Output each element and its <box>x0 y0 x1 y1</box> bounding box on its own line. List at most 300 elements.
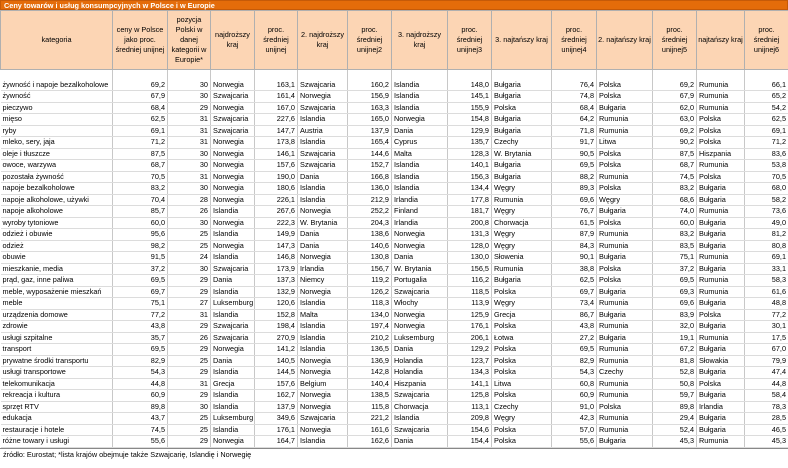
value-cell[interactable]: 30 <box>168 148 211 160</box>
value-cell[interactable]: 30 <box>168 263 211 275</box>
value-cell[interactable]: 156,9 <box>348 91 392 103</box>
value-cell[interactable]: 26 <box>168 332 211 344</box>
country-cell[interactable]: Norwegia <box>211 194 255 206</box>
category-cell[interactable]: usługi szpitalne <box>1 332 113 344</box>
country-cell[interactable]: Bułgaria <box>597 102 653 114</box>
value-cell[interactable]: 83,2 <box>653 229 697 241</box>
country-cell[interactable]: Rumunia <box>597 125 653 137</box>
value-cell[interactable]: 37,2 <box>653 263 697 275</box>
value-cell[interactable]: 222,3 <box>255 217 298 229</box>
value-cell[interactable]: 86,7 <box>552 309 597 321</box>
value-cell[interactable]: 48,8 <box>745 298 788 310</box>
value-cell[interactable]: 75,1 <box>113 298 168 310</box>
value-cell[interactable]: 140,1 <box>448 160 492 172</box>
value-cell[interactable]: 73,4 <box>552 298 597 310</box>
column-header[interactable]: proc. średniej unijnej2 <box>348 11 392 70</box>
country-cell[interactable]: Islandia <box>211 309 255 321</box>
value-cell[interactable]: 60,9 <box>113 390 168 402</box>
value-cell[interactable]: 37,2 <box>113 263 168 275</box>
country-cell[interactable]: Islandia <box>298 298 348 310</box>
value-cell[interactable]: 141,2 <box>255 344 298 356</box>
country-cell[interactable]: Islandia <box>298 344 348 356</box>
value-cell[interactable]: 58,3 <box>745 275 788 287</box>
country-cell[interactable]: Norwegia <box>211 70 255 91</box>
value-cell[interactable]: 134,4 <box>448 183 492 195</box>
value-cell[interactable]: 31 <box>168 378 211 390</box>
country-cell[interactable]: Finland <box>392 206 448 218</box>
category-cell[interactable]: oleje i tłuszcze <box>1 148 113 160</box>
value-cell[interactable]: 154,8 <box>448 114 492 126</box>
value-cell[interactable]: 155,9 <box>448 102 492 114</box>
country-cell[interactable]: Norwegia <box>211 102 255 114</box>
value-cell[interactable]: 138,6 <box>348 229 392 241</box>
country-cell[interactable]: Bułgaria <box>697 298 745 310</box>
country-cell[interactable]: Polska <box>597 263 653 275</box>
country-cell[interactable]: Islandia <box>298 321 348 333</box>
value-cell[interactable]: 70,4 <box>113 194 168 206</box>
country-cell[interactable]: Polska <box>597 148 653 160</box>
country-cell[interactable]: Polska <box>697 125 745 137</box>
value-cell[interactable]: 145,1 <box>448 91 492 103</box>
value-cell[interactable]: 60,9 <box>552 390 597 402</box>
value-cell[interactable]: 157,6 <box>255 160 298 172</box>
value-cell[interactable]: 29 <box>168 102 211 114</box>
value-cell[interactable]: 29 <box>168 344 211 356</box>
category-cell[interactable]: usługi transportowe <box>1 367 113 379</box>
country-cell[interactable]: Bułgaria <box>492 91 552 103</box>
country-cell[interactable]: Szwajcaria <box>211 91 255 103</box>
value-cell[interactable]: 17,5 <box>745 332 788 344</box>
value-cell[interactable]: 87,5 <box>653 148 697 160</box>
value-cell[interactable]: 68,7 <box>653 160 697 172</box>
value-cell[interactable]: 221,2 <box>348 413 392 425</box>
value-cell[interactable]: 128,0 <box>448 240 492 252</box>
value-cell[interactable]: 54,2 <box>745 102 788 114</box>
value-cell[interactable]: 113,9 <box>448 298 492 310</box>
country-cell[interactable]: Polska <box>597 70 653 91</box>
category-cell[interactable]: napoje bezalkoholowe <box>1 183 113 195</box>
value-cell[interactable]: 70,5 <box>745 171 788 183</box>
value-cell[interactable]: 45,3 <box>653 436 697 448</box>
country-cell[interactable]: Rumunia <box>597 321 653 333</box>
value-cell[interactable]: 59,7 <box>653 390 697 402</box>
value-cell[interactable]: 30 <box>168 183 211 195</box>
category-cell[interactable]: restauracje i hotele <box>1 424 113 436</box>
value-cell[interactable]: 55,6 <box>113 436 168 448</box>
value-cell[interactable]: 90,5 <box>552 148 597 160</box>
category-cell[interactable]: żywność <box>1 91 113 103</box>
value-cell[interactable]: 154,4 <box>448 436 492 448</box>
value-cell[interactable]: 62,0 <box>653 102 697 114</box>
value-cell[interactable]: 119,2 <box>348 275 392 287</box>
value-cell[interactable]: 148,0 <box>448 70 492 91</box>
country-cell[interactable]: Węgry <box>492 298 552 310</box>
category-cell[interactable]: rekreacja i kultura <box>1 390 113 402</box>
country-cell[interactable]: Węgry <box>492 229 552 241</box>
country-cell[interactable]: Irlandia <box>392 217 448 229</box>
value-cell[interactable]: 79,9 <box>745 355 788 367</box>
country-cell[interactable]: Islandia <box>211 229 255 241</box>
country-cell[interactable]: Rumunia <box>597 171 653 183</box>
country-cell[interactable]: Islandia <box>211 401 255 413</box>
country-cell[interactable]: Polska <box>697 114 745 126</box>
value-cell[interactable]: 120,6 <box>255 298 298 310</box>
value-cell[interactable]: 116,2 <box>448 275 492 287</box>
country-cell[interactable]: Szwajcaria <box>298 160 348 172</box>
value-cell[interactable]: 71,2 <box>745 137 788 149</box>
country-cell[interactable]: Islandia <box>392 102 448 114</box>
value-cell[interactable]: 162,6 <box>348 436 392 448</box>
country-cell[interactable]: Norwegia <box>392 114 448 126</box>
value-cell[interactable]: 69,5 <box>552 160 597 172</box>
value-cell[interactable]: 31 <box>168 309 211 321</box>
value-cell[interactable]: 69,5 <box>113 344 168 356</box>
value-cell[interactable]: 118,3 <box>348 298 392 310</box>
value-cell[interactable]: 69,1 <box>745 125 788 137</box>
value-cell[interactable]: 29 <box>168 367 211 379</box>
value-cell[interactable]: 212,9 <box>348 194 392 206</box>
value-cell[interactable]: 89,3 <box>552 183 597 195</box>
value-cell[interactable]: 30,1 <box>745 321 788 333</box>
column-header[interactable]: najdroższy kraj <box>211 11 255 70</box>
column-header[interactable]: pozycja Polski w danej kategorii w Europie* <box>168 11 211 70</box>
value-cell[interactable]: 68,7 <box>113 160 168 172</box>
value-cell[interactable]: 30 <box>168 401 211 413</box>
country-cell[interactable]: Islandia <box>298 332 348 344</box>
country-cell[interactable]: Węgry <box>597 194 653 206</box>
category-cell[interactable]: urządzenia domowe <box>1 309 113 321</box>
country-cell[interactable]: W. Brytania <box>392 263 448 275</box>
country-cell[interactable]: Szwajcaria <box>211 125 255 137</box>
value-cell[interactable]: 176,1 <box>255 424 298 436</box>
value-cell[interactable]: 27 <box>168 298 211 310</box>
country-cell[interactable]: Polska <box>597 217 653 229</box>
country-cell[interactable]: Słowakia <box>697 355 745 367</box>
column-header[interactable]: proc. średniej unijnej <box>255 11 298 70</box>
country-cell[interactable]: Malta <box>298 309 348 321</box>
country-cell[interactable]: Bułgaria <box>697 194 745 206</box>
country-cell[interactable]: Grecja <box>492 309 552 321</box>
country-cell[interactable]: Norwegia <box>298 355 348 367</box>
country-cell[interactable]: Rumunia <box>597 413 653 425</box>
country-cell[interactable]: Bułgaria <box>697 229 745 241</box>
value-cell[interactable]: 197,4 <box>348 321 392 333</box>
value-cell[interactable]: 80,8 <box>745 240 788 252</box>
value-cell[interactable]: 35,7 <box>113 332 168 344</box>
value-cell[interactable]: 210,2 <box>348 332 392 344</box>
category-cell[interactable]: ryby <box>1 125 113 137</box>
country-cell[interactable]: Rumunia <box>597 344 653 356</box>
country-cell[interactable]: Islandia <box>392 91 448 103</box>
value-cell[interactable]: 204,3 <box>348 217 392 229</box>
country-cell[interactable]: Hiszpania <box>697 148 745 160</box>
country-cell[interactable]: Bułgaria <box>492 70 552 91</box>
value-cell[interactable]: 176,1 <box>448 321 492 333</box>
country-cell[interactable]: Szwajcaria <box>392 286 448 298</box>
country-cell[interactable]: Szwajcaria <box>298 70 348 91</box>
value-cell[interactable]: 54,3 <box>113 367 168 379</box>
value-cell[interactable]: 31 <box>168 137 211 149</box>
country-cell[interactable]: Dania <box>211 355 255 367</box>
value-cell[interactable]: 198,4 <box>255 321 298 333</box>
value-cell[interactable]: 69,7 <box>113 286 168 298</box>
country-cell[interactable]: Szwajcaria <box>298 102 348 114</box>
value-cell[interactable]: 87,9 <box>552 229 597 241</box>
value-cell[interactable]: 129,9 <box>448 125 492 137</box>
value-cell[interactable]: 67,0 <box>745 344 788 356</box>
value-cell[interactable]: 78,3 <box>745 401 788 413</box>
value-cell[interactable]: 29 <box>168 275 211 287</box>
country-cell[interactable]: Polska <box>492 321 552 333</box>
value-cell[interactable]: 28,5 <box>745 413 788 425</box>
country-cell[interactable]: Austria <box>298 125 348 137</box>
value-cell[interactable]: 209,8 <box>448 413 492 425</box>
value-cell[interactable]: 69,6 <box>552 194 597 206</box>
value-cell[interactable]: 226,1 <box>255 194 298 206</box>
country-cell[interactable]: Islandia <box>298 137 348 149</box>
value-cell[interactable]: 31 <box>168 125 211 137</box>
value-cell[interactable]: 61,6 <box>745 286 788 298</box>
value-cell[interactable]: 163,3 <box>348 102 392 114</box>
country-cell[interactable]: Rumunia <box>697 252 745 264</box>
value-cell[interactable]: 43,7 <box>113 413 168 425</box>
country-cell[interactable]: Bułgaria <box>492 114 552 126</box>
country-cell[interactable]: Szwajcaria <box>298 148 348 160</box>
country-cell[interactable]: Norwegia <box>211 183 255 195</box>
value-cell[interactable]: 206,1 <box>448 332 492 344</box>
value-cell[interactable]: 38,8 <box>552 263 597 275</box>
value-cell[interactable]: 43,8 <box>552 321 597 333</box>
country-cell[interactable]: Dania <box>298 240 348 252</box>
country-cell[interactable]: Polska <box>597 91 653 103</box>
country-cell[interactable]: Dania <box>298 229 348 241</box>
value-cell[interactable]: 26 <box>168 206 211 218</box>
value-cell[interactable]: 140,6 <box>348 240 392 252</box>
value-cell[interactable]: 53,8 <box>745 160 788 172</box>
country-cell[interactable]: Polska <box>492 390 552 402</box>
value-cell[interactable]: 31 <box>168 171 211 183</box>
country-cell[interactable]: Bułgaria <box>597 309 653 321</box>
value-cell[interactable]: 49,0 <box>745 217 788 229</box>
country-cell[interactable]: Luksemburg <box>211 413 255 425</box>
value-cell[interactable]: 82,9 <box>113 355 168 367</box>
country-cell[interactable]: Luksemburg <box>211 298 255 310</box>
category-cell[interactable]: żywność i napoje bezalkoholowe <box>1 70 113 91</box>
country-cell[interactable]: Bułgaria <box>697 183 745 195</box>
country-cell[interactable]: Rumunia <box>597 298 653 310</box>
country-cell[interactable]: W. Brytania <box>298 217 348 229</box>
value-cell[interactable]: 83,5 <box>653 240 697 252</box>
value-cell[interactable]: 90,1 <box>552 252 597 264</box>
country-cell[interactable]: Norwegia <box>298 252 348 264</box>
country-cell[interactable]: Dania <box>211 275 255 287</box>
value-cell[interactable]: 98,2 <box>113 240 168 252</box>
value-cell[interactable]: 57,0 <box>552 424 597 436</box>
country-cell[interactable]: Norwegia <box>211 171 255 183</box>
country-cell[interactable]: Chorwacja <box>492 217 552 229</box>
country-cell[interactable]: Rumunia <box>597 390 653 402</box>
category-cell[interactable]: owoce, warzywa <box>1 160 113 172</box>
value-cell[interactable]: 27,2 <box>552 332 597 344</box>
country-cell[interactable]: Irlandia <box>298 263 348 275</box>
country-cell[interactable]: Hiszpania <box>392 378 448 390</box>
value-cell[interactable]: 118,5 <box>448 286 492 298</box>
value-cell[interactable]: 52,8 <box>653 367 697 379</box>
value-cell[interactable]: 154,6 <box>448 424 492 436</box>
category-cell[interactable]: odzież i obuwie <box>1 229 113 241</box>
country-cell[interactable]: Bułgaria <box>697 263 745 275</box>
country-cell[interactable]: Bułgaria <box>697 344 745 356</box>
value-cell[interactable]: 134,0 <box>348 309 392 321</box>
value-cell[interactable]: 70,5 <box>113 171 168 183</box>
value-cell[interactable]: 68,6 <box>653 194 697 206</box>
value-cell[interactable]: 160,2 <box>348 70 392 91</box>
value-cell[interactable]: 60,0 <box>113 217 168 229</box>
country-cell[interactable]: Łotwa <box>492 332 552 344</box>
column-header[interactable]: proc. średniej unijnej5 <box>653 11 697 70</box>
value-cell[interactable]: 25 <box>168 355 211 367</box>
value-cell[interactable]: 91,5 <box>113 252 168 264</box>
country-cell[interactable]: Irlandia <box>697 401 745 413</box>
value-cell[interactable]: 125,9 <box>448 309 492 321</box>
value-cell[interactable]: 156,5 <box>448 263 492 275</box>
country-cell[interactable]: Polska <box>697 137 745 149</box>
category-cell[interactable]: sprzęt RTV <box>1 401 113 413</box>
column-header[interactable]: najtańszy kraj <box>697 11 745 70</box>
country-cell[interactable]: Norwegia <box>298 286 348 298</box>
value-cell[interactable]: 144,5 <box>255 367 298 379</box>
country-cell[interactable]: Dania <box>392 344 448 356</box>
value-cell[interactable]: 30 <box>168 70 211 91</box>
country-cell[interactable]: Polska <box>492 367 552 379</box>
country-cell[interactable]: Grecja <box>211 378 255 390</box>
value-cell[interactable]: 30 <box>168 160 211 172</box>
value-cell[interactable]: 132,9 <box>255 286 298 298</box>
value-cell[interactable]: 88,2 <box>552 171 597 183</box>
country-cell[interactable]: Rumunia <box>697 70 745 91</box>
column-header[interactable]: 2. najdroższy kraj <box>298 11 348 70</box>
category-cell[interactable]: różne towary i usługi <box>1 436 113 448</box>
country-cell[interactable]: Irlandia <box>392 194 448 206</box>
country-cell[interactable]: Norwegia <box>392 229 448 241</box>
country-cell[interactable]: Bułgaria <box>597 436 653 448</box>
value-cell[interactable]: 141,1 <box>448 378 492 390</box>
value-cell[interactable]: 29 <box>168 321 211 333</box>
country-cell[interactable]: Cyprus <box>392 137 448 149</box>
value-cell[interactable]: 63,0 <box>653 114 697 126</box>
value-cell[interactable]: 76,4 <box>552 70 597 91</box>
value-cell[interactable]: 95,6 <box>113 229 168 241</box>
value-cell[interactable]: 75,1 <box>653 252 697 264</box>
column-header[interactable]: proc. średniej unijnej3 <box>448 11 492 70</box>
country-cell[interactable]: Polska <box>697 309 745 321</box>
country-cell[interactable]: Dania <box>298 171 348 183</box>
country-cell[interactable]: Rumunia <box>697 102 745 114</box>
value-cell[interactable]: 200,8 <box>448 217 492 229</box>
value-cell[interactable]: 76,7 <box>552 206 597 218</box>
column-header[interactable]: ceny w Polsce jako proc. średniej unijnej <box>113 11 168 70</box>
country-cell[interactable]: Polska <box>697 171 745 183</box>
value-cell[interactable]: 69,3 <box>653 286 697 298</box>
country-cell[interactable]: Szwajcaria <box>211 263 255 275</box>
country-cell[interactable]: Norwegia <box>211 436 255 448</box>
value-cell[interactable]: 128,3 <box>448 148 492 160</box>
value-cell[interactable]: 62,5 <box>745 114 788 126</box>
country-cell[interactable]: Rumunia <box>597 355 653 367</box>
value-cell[interactable]: 32,0 <box>653 321 697 333</box>
country-cell[interactable]: Czechy <box>492 137 552 149</box>
value-cell[interactable]: 167,0 <box>255 102 298 114</box>
value-cell[interactable]: 58,4 <box>745 390 788 402</box>
value-cell[interactable]: 44,8 <box>113 378 168 390</box>
country-cell[interactable]: Włochy <box>392 298 448 310</box>
value-cell[interactable]: 227,6 <box>255 114 298 126</box>
country-cell[interactable]: Polska <box>492 424 552 436</box>
country-cell[interactable]: Węgry <box>492 240 552 252</box>
value-cell[interactable]: 165,0 <box>348 114 392 126</box>
value-cell[interactable]: 82,9 <box>552 355 597 367</box>
value-cell[interactable]: 138,5 <box>348 390 392 402</box>
country-cell[interactable]: Polska <box>697 378 745 390</box>
country-cell[interactable]: Belgium <box>298 378 348 390</box>
value-cell[interactable]: 29 <box>168 436 211 448</box>
category-cell[interactable]: prywatne środki transportu <box>1 355 113 367</box>
country-cell[interactable]: Bułgaria <box>697 390 745 402</box>
value-cell[interactable]: 77,2 <box>745 309 788 321</box>
value-cell[interactable]: 252,2 <box>348 206 392 218</box>
value-cell[interactable]: 91,7 <box>552 137 597 149</box>
country-cell[interactable]: Polska <box>597 401 653 413</box>
value-cell[interactable]: 71,2 <box>113 137 168 149</box>
value-cell[interactable]: 163,1 <box>255 70 298 91</box>
value-cell[interactable]: 83,2 <box>653 183 697 195</box>
category-cell[interactable]: obuwie <box>1 252 113 264</box>
country-cell[interactable]: Rumunia <box>697 275 745 287</box>
value-cell[interactable]: 91,0 <box>552 401 597 413</box>
value-cell[interactable]: 147,7 <box>255 125 298 137</box>
country-cell[interactable]: Chorwacja <box>392 401 448 413</box>
value-cell[interactable]: 136,0 <box>348 183 392 195</box>
value-cell[interactable]: 69,6 <box>653 298 697 310</box>
country-cell[interactable]: Polska <box>597 275 653 287</box>
country-cell[interactable]: Bułgaria <box>597 252 653 264</box>
value-cell[interactable]: 152,7 <box>348 160 392 172</box>
value-cell[interactable]: 60,8 <box>552 378 597 390</box>
category-cell[interactable]: transport <box>1 344 113 356</box>
value-cell[interactable]: 69,5 <box>653 275 697 287</box>
category-cell[interactable]: pieczywo <box>1 102 113 114</box>
value-cell[interactable]: 71,8 <box>552 125 597 137</box>
value-cell[interactable]: 137,3 <box>255 275 298 287</box>
country-cell[interactable]: Bułgaria <box>697 321 745 333</box>
column-header[interactable]: proc. średniej unijnej4 <box>552 11 597 70</box>
country-cell[interactable]: Bułgaria <box>597 286 653 298</box>
country-cell[interactable]: Szwajcaria <box>298 413 348 425</box>
country-cell[interactable]: Bułgaria <box>697 240 745 252</box>
value-cell[interactable]: 29 <box>168 286 211 298</box>
column-header[interactable]: 3. najtańszy kraj <box>492 11 552 70</box>
value-cell[interactable]: 66,1 <box>745 70 788 91</box>
country-cell[interactable]: Islandia <box>298 194 348 206</box>
value-cell[interactable]: 69,2 <box>113 70 168 91</box>
category-cell[interactable]: meble <box>1 298 113 310</box>
value-cell[interactable]: 140,5 <box>255 355 298 367</box>
value-cell[interactable]: 131,3 <box>448 229 492 241</box>
category-cell[interactable]: zdrowie <box>1 321 113 333</box>
value-cell[interactable]: 25 <box>168 413 211 425</box>
country-cell[interactable]: Islandia <box>211 367 255 379</box>
value-cell[interactable]: 164,7 <box>255 436 298 448</box>
